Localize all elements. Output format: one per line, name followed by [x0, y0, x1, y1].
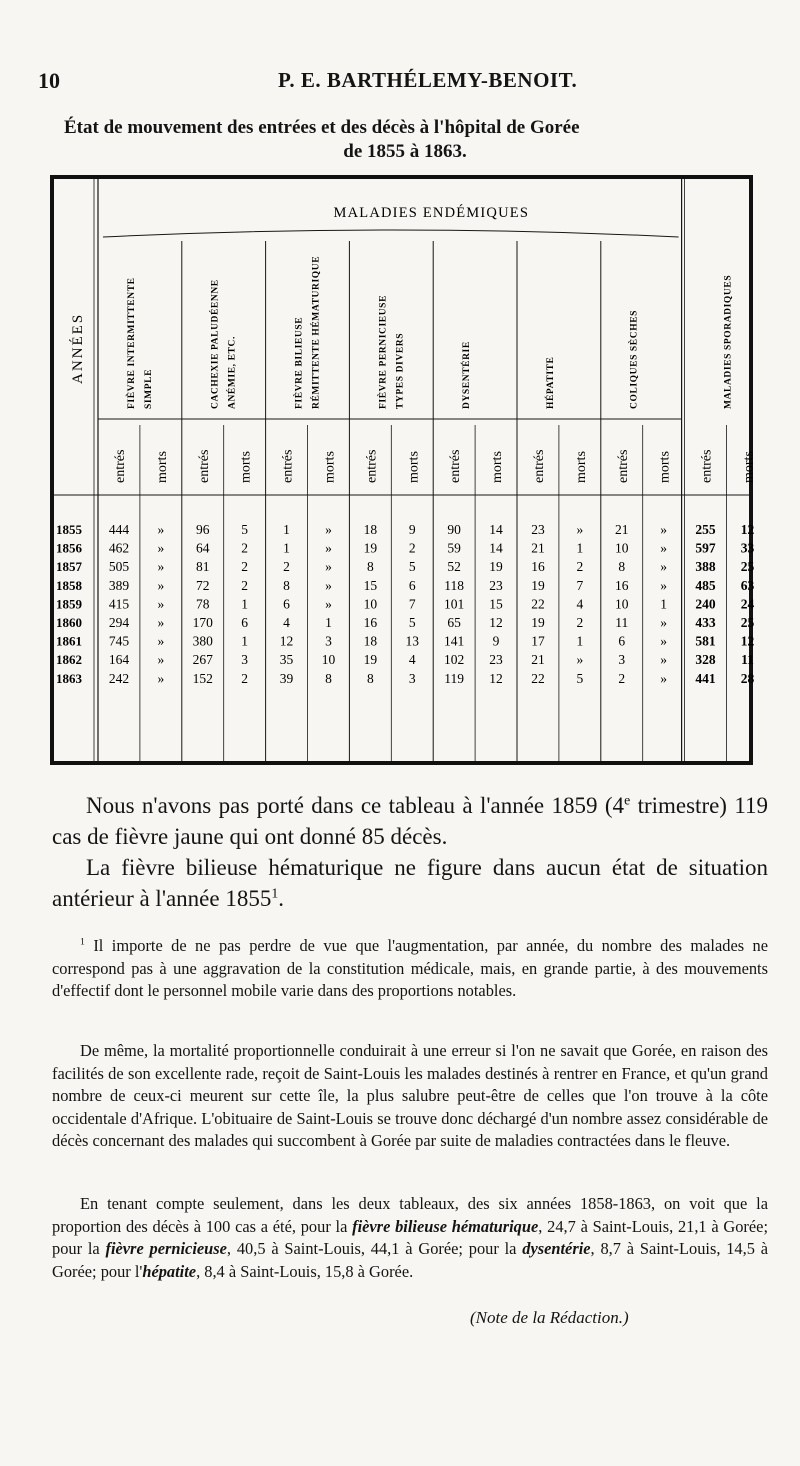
running-head: P. E. BARTHÉLEMY-BENOIT. — [278, 68, 578, 92]
subheader-entres: entrés — [699, 449, 715, 483]
footnote-3-text-c: , 40,5 à Saint-Louis, 44,1 à Gorée; pour la — [226, 1239, 523, 1258]
editor-credit: (Note de la Rédaction.) — [470, 1308, 629, 1327]
table-cell: 23 — [531, 522, 545, 537]
table-cell: 118 — [444, 577, 465, 593]
table-cell: 28 — [740, 670, 755, 686]
table-cell: » — [157, 559, 165, 575]
table-cell: 1 — [325, 615, 332, 630]
table-cell: 5 — [241, 522, 249, 537]
table-cell: 1 — [241, 633, 249, 649]
table-cell: 119 — [444, 670, 465, 686]
table-cell: 12 — [740, 522, 755, 537]
disease-header-6: COLIQUES SÈCHES — [629, 309, 640, 409]
disease-header-0: FIÈVRE INTERMITTENTE — [126, 277, 137, 409]
table-cell: 59 — [447, 540, 461, 556]
table-cell: 12 — [740, 633, 755, 649]
table-cell: 21 — [615, 522, 629, 537]
table-cell: 2 — [283, 559, 290, 575]
table-cell: 35 — [279, 652, 294, 668]
table-cell: » — [157, 652, 165, 668]
subheader-morts: morts — [741, 451, 757, 483]
table-cell: 294 — [108, 615, 130, 630]
table-cell: 22 — [531, 596, 545, 612]
paragraph-1-text: Nous n'avons pas porté dans ce tableau à l'année 1859 (4 — [86, 793, 625, 818]
disease-header-5: HÉPATITE — [545, 356, 556, 409]
table-cell: 21 — [531, 652, 545, 668]
disease-header-1: CACHEXIE PALUDÉENNE — [210, 279, 221, 409]
table-cell: » — [157, 596, 165, 612]
table-cell: 12 — [489, 670, 503, 686]
table-cell: 433 — [695, 615, 716, 630]
term-dysenterie: dysentérie — [522, 1239, 591, 1258]
table-cell: 4 — [408, 652, 416, 668]
table-cell: 4 — [576, 596, 584, 612]
table-cell: 1 — [283, 540, 290, 556]
table-cell: 2 — [241, 577, 249, 593]
table-cell: 63 — [740, 577, 755, 593]
table-cell: 2 — [408, 540, 416, 556]
table-cell: » — [157, 633, 165, 649]
table-cell: 1 — [660, 596, 668, 612]
table-cell: 1 — [576, 540, 584, 556]
table-cell: 14 — [489, 540, 503, 556]
table-cell: 10 — [321, 652, 336, 668]
table-cell: 33 — [740, 540, 755, 556]
table-cell: 17 — [531, 633, 545, 649]
footnote-1 — [52, 935, 768, 1003]
table-cell: » — [660, 540, 668, 556]
table-cell: 2 — [618, 670, 626, 686]
table-cell: 462 — [108, 540, 130, 556]
footnote-2 — [52, 1040, 768, 1153]
table-cell: 5 — [576, 670, 584, 686]
disease-header-4: DYSENTÉRIE — [462, 341, 473, 409]
table-cell: 745 — [108, 633, 130, 649]
table-cell: » — [660, 522, 668, 537]
table-cell: 96 — [196, 522, 210, 537]
table-cell: 3 — [618, 652, 626, 668]
title-line-1: État de mouvement des entrées et des décès à l'hôpital de Gorée — [64, 117, 580, 138]
footnote-3-text-b: , 24,7 à Saint-Louis, 21,1 à Gorée; pour la — [52, 1216, 768, 1258]
table-cell: » — [325, 559, 332, 575]
page-header — [28, 68, 773, 98]
paragraph-2-text: La fièvre bilieuse hématurique ne figure dans aucun état de situation antérieur à l'année 1855 — [52, 855, 768, 911]
table-cell: 1 — [241, 596, 249, 612]
table-cell: 64 — [196, 540, 210, 556]
subheader-entres: entrés — [196, 449, 212, 483]
year-header: ANNÉES — [70, 312, 86, 384]
table-cell: 415 — [108, 596, 130, 612]
table-cell: 10 — [615, 596, 629, 612]
table-cell: 11 — [741, 652, 754, 668]
disease-subheader-2: RÉMITTENTE HÉMATURIQUE — [311, 255, 322, 409]
table-cell: 2 — [241, 540, 249, 556]
page-number: 10 — [38, 68, 60, 93]
table-cell: » — [325, 540, 332, 556]
table-cell: 5 — [408, 615, 416, 630]
table-cell: 12 — [489, 615, 503, 630]
table-cell: » — [325, 577, 332, 593]
table-cell: 19 — [531, 577, 545, 593]
table-cell: 81 — [196, 559, 210, 575]
subheader-entres: entrés — [615, 449, 631, 483]
subheader-morts: morts — [406, 451, 422, 483]
table-cell: » — [157, 577, 165, 593]
disease-header-3: FIÈVRE PERNICIEUSE — [378, 294, 389, 409]
table-cell: 9 — [492, 633, 500, 649]
table-cell: 11 — [615, 615, 629, 630]
table-cell: 19 — [363, 652, 378, 668]
subheader-entres: entrés — [448, 449, 464, 483]
table-cell: 7 — [408, 596, 416, 612]
table-cell: 485 — [695, 577, 716, 593]
disease-subheader-3: TYPES DIVERS — [395, 332, 406, 409]
table-cell: 4 — [283, 615, 290, 630]
table-cell: 19 — [489, 559, 503, 575]
table-cell: 65 — [447, 615, 461, 630]
footnote-1-text: Il importe de ne pas perdre de vue que l'augmentation, par année, du nombre des malades ne correspond pas à une aggravation de la constitution médicale, mais, en grande partie, à des mouvements d'effectif dont le personnel mobile varie dans des proportions notables. — [52, 936, 768, 1000]
table-cell: 6 — [408, 577, 416, 593]
table-cell: 19 — [531, 615, 545, 630]
subheader-morts: morts — [573, 451, 589, 483]
paragraph-1 — [52, 790, 768, 852]
row-year: 1856 — [56, 540, 82, 556]
footnote-3 — [52, 1193, 768, 1283]
table-cell: 21 — [531, 540, 545, 556]
table-cell: 2 — [576, 615, 584, 630]
table-cell: 7 — [576, 577, 584, 593]
table-cell: » — [157, 670, 165, 686]
table-title — [40, 116, 770, 164]
footnote-3-text-a: En tenant compte seulement, dans les deux tableaux, des six années 1858-1863, on voit que la proportion des décès à 100 cas a été, pour la — [52, 1194, 768, 1236]
table-cell: 52 — [447, 559, 461, 575]
table-cell: 328 — [695, 652, 716, 668]
table-cell: 18 — [363, 522, 378, 537]
table-cell: 389 — [108, 577, 130, 593]
table-cell: 5 — [408, 559, 416, 575]
subheader-morts: morts — [490, 451, 506, 483]
table-cell: 12 — [279, 633, 294, 649]
table-cell: 101 — [444, 596, 465, 612]
table-cell: » — [660, 670, 668, 686]
table-cell: 13 — [405, 633, 419, 649]
term-fievre-bilieuse: fièvre bilieuse hématurique — [352, 1216, 539, 1236]
table-cell: 14 — [489, 522, 503, 537]
table-cell: 15 — [489, 596, 503, 612]
row-year: 1855 — [56, 522, 82, 537]
table-cell: 1 — [283, 522, 290, 537]
table-cell: 6 — [283, 596, 290, 612]
subheader-morts: morts — [238, 451, 254, 483]
table-cell: 6 — [241, 615, 249, 630]
table-cell: 240 — [695, 596, 716, 612]
row-year: 1859 — [56, 596, 82, 612]
table-cell: 8 — [366, 670, 374, 686]
table-cell: 8 — [325, 670, 332, 686]
footnote-3-text-d: , 8,7 à Saint-Louis, 14,5 à Gorée; pour l' — [52, 1239, 768, 1281]
table-cell: 3 — [408, 670, 416, 686]
table-grid — [54, 179, 757, 761]
sporadic-header: MALADIES SPORADIQUES — [723, 274, 734, 409]
footnote-2-text: De même, la mortalité proportionnelle conduirait à une erreur si l'on ne savait que Gorée, en raison des facilités de son excellente rade, reçoit de Saint-Louis les malades destinés à rentrer en France, et qu'un grand nombre de ceux-ci meurent sur cette île, la plus salubre peut-être de celles que l'on trouve à la côte occidentale d'Afrique. L'obituaire de Saint-Louis se trouve donc déchargé d'un nombre assez considérable de décès concernant des malades qui succombent à Gorée par suite de maladies contractées dans le fleuve. — [52, 1041, 768, 1150]
table-cell: » — [660, 577, 668, 593]
title-line-2: de 1855 à 1863. — [343, 141, 467, 162]
paragraph-2 — [52, 852, 768, 914]
table-cell: » — [157, 615, 165, 630]
table-cell: » — [325, 522, 332, 537]
table-cell: 164 — [108, 652, 130, 668]
table-cell: 72 — [196, 577, 210, 593]
table-cell: 39 — [279, 670, 294, 686]
table-cell: 8 — [283, 577, 290, 593]
row-year: 1857 — [56, 559, 82, 575]
table-cell: 2 — [241, 670, 249, 686]
subheader-entres: entrés — [364, 449, 380, 483]
table-cell: 141 — [444, 633, 465, 649]
table-cell: » — [157, 522, 165, 537]
table-cell: 78 — [196, 596, 210, 612]
disease-subheader-1: ANÉMIE, ETC. — [227, 336, 238, 409]
group-brace — [103, 230, 679, 237]
table-cell: 25 — [740, 615, 755, 630]
table-cell: 2 — [241, 559, 249, 575]
table-cell: 170 — [192, 615, 213, 630]
table-cell: » — [576, 652, 584, 668]
table-cell: 19 — [363, 540, 378, 556]
footnote-3-text-e: , 8,4 à Saint-Louis, 15,8 à Gorée. — [196, 1261, 414, 1281]
table-cell: 23 — [489, 577, 503, 593]
table-cell: 2 — [576, 559, 584, 575]
row-year: 1861 — [56, 633, 82, 649]
table-cell: 444 — [108, 522, 130, 537]
table-cell: 3 — [241, 652, 249, 668]
table-cell: » — [325, 596, 332, 612]
table-cell: » — [576, 522, 584, 537]
table-cell: » — [660, 633, 668, 649]
table-cell: 255 — [695, 522, 716, 537]
table-cell: » — [660, 559, 668, 575]
table-cell: 25 — [740, 559, 755, 575]
row-year: 1858 — [56, 577, 82, 593]
term-fievre-pernicieuse: fièvre pernicieuse — [105, 1239, 227, 1258]
term-hepatite: hépatite — [142, 1261, 197, 1281]
table-cell: 267 — [192, 652, 213, 668]
table-cell: 16 — [531, 559, 545, 575]
group-header: MALADIES ENDÉMIQUES — [333, 205, 530, 221]
table-cell: 152 — [192, 670, 213, 686]
table-cell: 597 — [695, 540, 716, 556]
row-year: 1862 — [56, 652, 82, 668]
table-cell: 581 — [695, 633, 716, 649]
subheader-morts: morts — [154, 451, 170, 483]
table-cell: » — [157, 540, 165, 556]
table-cell: 22 — [531, 670, 545, 686]
table-cell: 90 — [447, 522, 461, 537]
table-cell: 380 — [192, 633, 213, 649]
table-cell: 23 — [489, 652, 503, 668]
row-year: 1860 — [56, 615, 82, 630]
table-cell: 16 — [363, 615, 378, 630]
subheader-morts: morts — [657, 451, 673, 483]
table-cell: 24 — [740, 596, 755, 612]
table-cell: 3 — [325, 633, 332, 649]
table-cell: 388 — [695, 559, 716, 575]
paragraph-1-sup: e — [624, 792, 631, 808]
row-year: 1863 — [56, 670, 82, 686]
table-cell: 18 — [363, 633, 378, 649]
table-cell: 16 — [615, 577, 629, 593]
table-cell: 441 — [695, 670, 716, 686]
footnote-marker: 1 — [80, 936, 85, 948]
table-cell: 8 — [618, 559, 626, 575]
table-cell: 102 — [444, 652, 465, 668]
disease-subheader-0: SIMPLE — [143, 368, 154, 409]
disease-header-2: FIÈVRE BILIEUSE — [294, 316, 305, 409]
table-cell: 242 — [108, 670, 130, 686]
table-cell: 6 — [618, 633, 626, 649]
mortality-table — [50, 175, 757, 765]
table-cell: 10 — [615, 540, 629, 556]
table-cell: » — [660, 652, 668, 668]
subheader-entres: entrés — [280, 449, 296, 483]
paragraph-2-end: . — [278, 886, 284, 911]
table-cell: » — [660, 615, 668, 630]
paragraph-1-end: trimestre) 119 cas de fièvre jaune qui ont donné 85 décès. — [52, 793, 768, 849]
table-cell: 1 — [576, 633, 584, 649]
subheader-entres: entrés — [531, 449, 547, 483]
table-cell: 15 — [363, 577, 378, 593]
subheader-morts: morts — [322, 451, 338, 483]
table-cell: 505 — [108, 559, 130, 575]
table-cell: 9 — [408, 522, 416, 537]
footnote-ref: 1 — [271, 885, 279, 901]
subheader-entres: entrés — [112, 449, 128, 483]
table-cell: 10 — [363, 596, 378, 612]
table-cell: 8 — [366, 559, 374, 575]
